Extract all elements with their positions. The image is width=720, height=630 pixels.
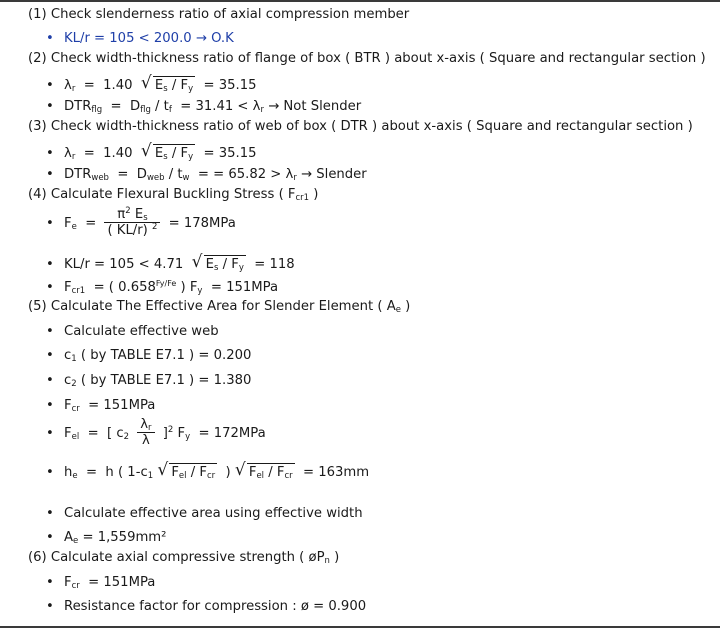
- section-3-bullet-lambda-r: • $\lambda_r = 1.40$ √ $E_s / F_y = 35.15$: [46, 141, 257, 162]
- section-5-heading: (5) Calculate The Effective Area for Slender Element ( $A_e$ ): [28, 299, 411, 315]
- section-5-bullet-c2: • $c_2$ ( by TABLE E7.1 ) = 1.380: [46, 373, 252, 389]
- bottom-rule: [0, 626, 720, 628]
- section-5-bullet-ae: • $A_e = 1,559mm^2$: [46, 530, 167, 546]
- section-5-bullet-effective-web: • Calculate effective web: [46, 324, 219, 339]
- section-5-bullet-fel: • $F_{el}$ = [ $c_2$ $\frac{\lambda_r}{\lambda}$ ]$^2$ $F_y = 172MPa$: [46, 417, 266, 448]
- section-5-bullet-effective-area: • Calculate effective area using effective width: [46, 506, 363, 521]
- section-1-heading: (1) Check slenderness ratio of axial compression member: [28, 7, 410, 22]
- section-5-bullet-c1: • $c_1$ ( by TABLE E7.1 ) = 0.200: [46, 348, 252, 364]
- section-3-bullet-dtr: • $DTR_{web} = D_{web} / t_w$ = = $65.82 > \lambda_r$ → Slender: [46, 167, 367, 183]
- section-2-heading: (2) Check width-thickness ratio of flange of box ( BTR ) about x-axis ( Square and rectangular section ): [28, 51, 706, 66]
- section-4-bullet-fe: • $F_e$ = $\frac{\pi^2 E_s}{( KL/r) ^2}$ = 178MPa: [46, 206, 236, 238]
- section-6-bullet-fcr: • $F_{cr} = 151MPa$: [46, 575, 156, 591]
- section-6-heading: (6) Calculate axial compressive strength ( $øP_n$ ): [28, 550, 340, 566]
- section-4-heading: (4) Calculate Flexural Buckling Stress ( $F_{cr1}$ ): [28, 187, 319, 203]
- section-2-bullet-dtr: • $DTR_{flg} = D_{flg} / t_f = 31.41 < \lambda_r$ → Not Slender: [46, 99, 362, 115]
- section-4-bullet-kl: • KL/r = 105 < 4.71 √ $E_s / F_y = 118$: [46, 252, 295, 273]
- section-4-bullet-fcr1: • $F_{cr1}$ = ( $0.658^{Fy/Fe}$ ) $F_y = 151MPa$: [46, 279, 279, 296]
- section-6-bullet-resistance-factor: • Resistance factor for compression : ø = 0.900: [46, 599, 367, 614]
- section-3-heading: (3) Check width-thickness ratio of web of box ( DTR ) about x-axis ( Square and rectangular section ): [28, 119, 693, 134]
- section-1-bullet-kl: • KL/r = 105 < 200.0 → O.K: [46, 31, 234, 46]
- section-5-bullet-fcr: • $F_{cr} = 151MPa$: [46, 398, 156, 414]
- top-rule: [0, 0, 720, 2]
- section-2-bullet-lambda-r: • $\lambda_r = 1.40$ √ $E_s / F_y = 35.15$: [46, 73, 257, 94]
- section-5-bullet-he: • $h_e = h$ ( $1-c_1$ √ $F_{el} / F_{cr}$ ) √ $F_{el} / F_{cr} = 163mm$: [46, 460, 370, 481]
